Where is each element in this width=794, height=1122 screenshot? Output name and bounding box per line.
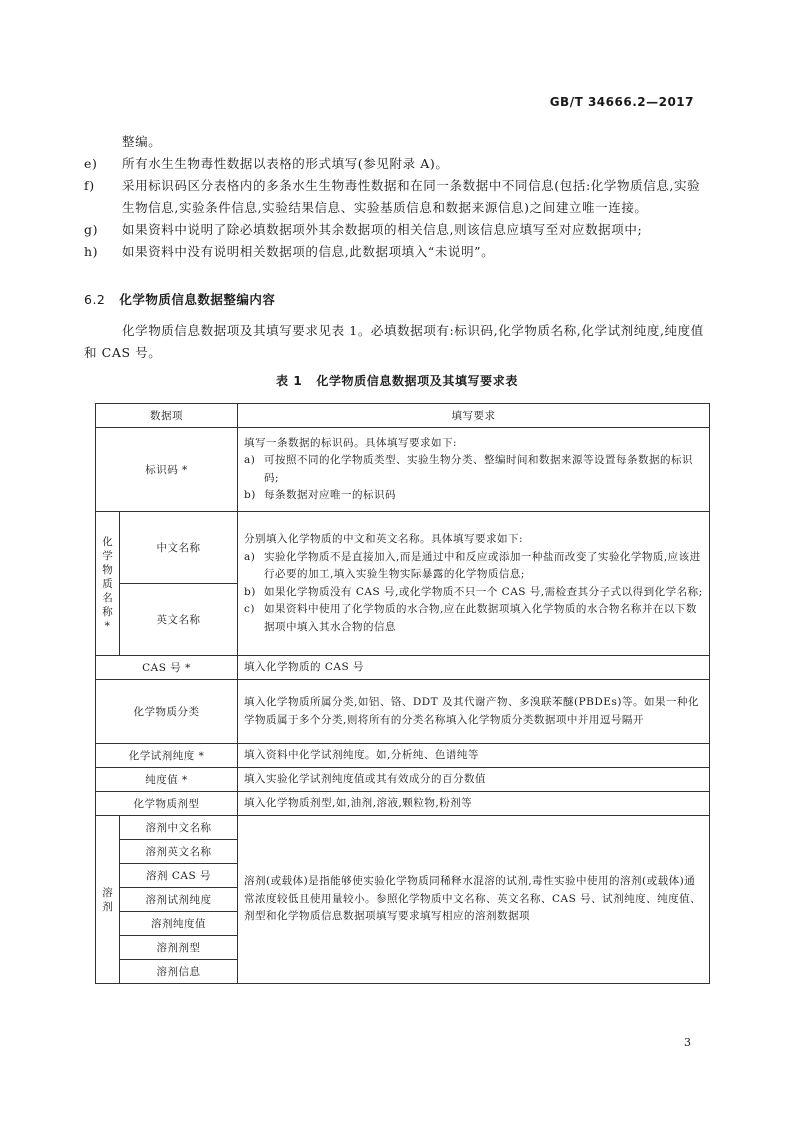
continuation-text: 整编。 [122, 134, 162, 149]
item-cell: 纯度值 * [96, 768, 238, 792]
list-item [84, 241, 710, 263]
list-text: 如果资料中没有说明相关数据项的信息,此数据项填入“未说明”。 [122, 244, 495, 259]
requirement-intro: 填写一条数据的标识码。具体填写要求如下: [244, 436, 458, 449]
item-marker: a) [244, 550, 256, 563]
requirement-cell [238, 428, 710, 512]
table-row [96, 428, 710, 512]
section-heading [84, 290, 275, 308]
item-cell: 溶剂信息 [120, 960, 238, 984]
table-row [96, 744, 710, 768]
requirement-cell: 溶剂(或载体)是指能够使实验化学物质同稀释水混溶的试剂,毒性实验中使用的溶剂(或载体)通常浓度较低且使用量较小。参照化学物质中文名称、英文名称、CAS 号、试剂纯度、纯度值、剂型和化学物质信息数据项填写要求填写相应的溶剂数据项 [238, 816, 710, 984]
item-text: 实验化学物质不是直接加入,而是通过中和反应或添加一种盐而改变了实验化学物质,应该进行必要的加工,填入实验生物实际暴露的化学物质信息; [264, 550, 701, 580]
requirement-item [244, 584, 703, 602]
requirement-cell: 填入实验化学试剂纯度值或其有效成分的百分数值 [238, 768, 710, 792]
item-cell: 溶剂中文名称 [120, 816, 238, 840]
item-marker: a) [244, 454, 256, 466]
item-cell: 标识码 * [96, 428, 238, 512]
item-text: 如果资料中使用了化学物质的水合物,应在此数据项填入化学物质的水合物名称并在以下数据项中填入其水合物的信息 [264, 603, 697, 633]
list-item [84, 153, 710, 175]
requirement-cell [238, 512, 710, 656]
item-cell: 溶剂剂型 [120, 936, 238, 960]
item-marker: b) [244, 489, 256, 501]
section-title: 化学物质信息数据整编内容 [119, 292, 276, 307]
list-marker: e) [84, 156, 98, 171]
item-cell: 溶剂纯度值 [120, 912, 238, 936]
list-marker: g) [84, 222, 99, 237]
section-number: 6.2 [84, 292, 106, 307]
item-cell: 化学物质分类 [96, 680, 238, 744]
table-row [96, 768, 710, 792]
item-text: 可按照不同的化学物质类型、实验生物分类、整编时间和数据来源等设置每条数据的标识码; [264, 454, 693, 484]
table-header-row [96, 404, 710, 428]
solvent-group-cell [96, 816, 120, 984]
list-marker: f) [84, 178, 95, 193]
list-item [84, 175, 710, 219]
requirement-item [244, 549, 703, 584]
item-text: 每条数据对应唯一的标识码 [264, 489, 396, 501]
item-cell: 溶剂试剂纯度 [120, 888, 238, 912]
item-cell: 溶剂 CAS 号 [120, 864, 238, 888]
vertical-label: 化学物质名称 * [102, 535, 114, 632]
table-row [96, 680, 710, 744]
page-number: 3 [684, 1036, 691, 1049]
list-text: 采用标识码区分表格内的多条水生生物毒性数据和在同一条数据中不同信息(包括:化学物质信息,实验生物信息,实验条件信息,实验结果信息、实验基质信息和数据来源信息)之间建立唯一连接。 [122, 178, 701, 215]
list-text: 所有水生生物毒性数据以表格的形式填写(参见附录 A)。 [122, 156, 449, 171]
name-group-cell [96, 512, 120, 656]
table-caption [84, 372, 710, 389]
requirement-intro: 分别填入化学物质的中文和英文名称。具体填写要求如下: [244, 533, 524, 545]
item-marker: b) [244, 585, 256, 598]
requirement-item [244, 452, 703, 487]
requirement-item [244, 601, 703, 636]
header-requirement: 填写要求 [238, 404, 710, 428]
list-marker: h) [84, 244, 99, 259]
table-number: 表 1 [276, 374, 303, 388]
list-text: 如果资料中说明了除必填数据项外其余数据项的相关信息,则该信息应填写至对应数据项中; [122, 222, 643, 237]
item-cell: CAS 号 * [96, 656, 238, 680]
table-row [96, 816, 710, 840]
header-item: 数据项 [96, 404, 238, 428]
item-cell: 化学物质剂型 [96, 792, 238, 816]
requirement-cell: 填入化学物质的 CAS 号 [238, 656, 710, 680]
item-cell: 英文名称 [120, 584, 238, 656]
vertical-label: 溶剂 [102, 886, 114, 913]
section-paragraph: 化学物质信息数据项及其填写要求见表 1。必填数据项有:标识码,化学物质名称,化学试剂纯度,纯度值和 CAS 号。 [84, 323, 704, 360]
requirement-cell: 填入化学物质所属分类,如铝、铬、DDT 及其代谢产物、多溴联苯醚(PBDEs)等。如果一种化学物质属于多个分类,则将所有的分类名称填入化学物质分类数据项中并用逗号隔开 [238, 680, 710, 744]
item-marker: c) [244, 603, 255, 615]
table-title: 化学物质信息数据项及其填写要求表 [316, 374, 518, 388]
item-cell: 溶剂英文名称 [120, 840, 238, 864]
requirement-list [84, 153, 710, 263]
requirement-item [244, 487, 703, 505]
table-row [96, 512, 710, 584]
requirement-cell: 填入化学物质剂型,如,油剂,溶液,颗粒物,粉剂等 [238, 792, 710, 816]
item-cell: 化学试剂纯度 * [96, 744, 238, 768]
list-item [84, 219, 710, 241]
data-item-table [95, 403, 710, 984]
table-row [96, 792, 710, 816]
item-text: 如果化学物质没有 CAS 号,或化学物质不只一个 CAS 号,需检查其分子式以得到化学名称; [264, 585, 703, 598]
standard-code: GB/T 34666.2—2017 [549, 95, 694, 109]
requirement-cell: 填入资料中化学试剂纯度。如,分析纯、色谱纯等 [238, 744, 710, 768]
table-row [96, 656, 710, 680]
item-cell: 中文名称 [120, 512, 238, 584]
